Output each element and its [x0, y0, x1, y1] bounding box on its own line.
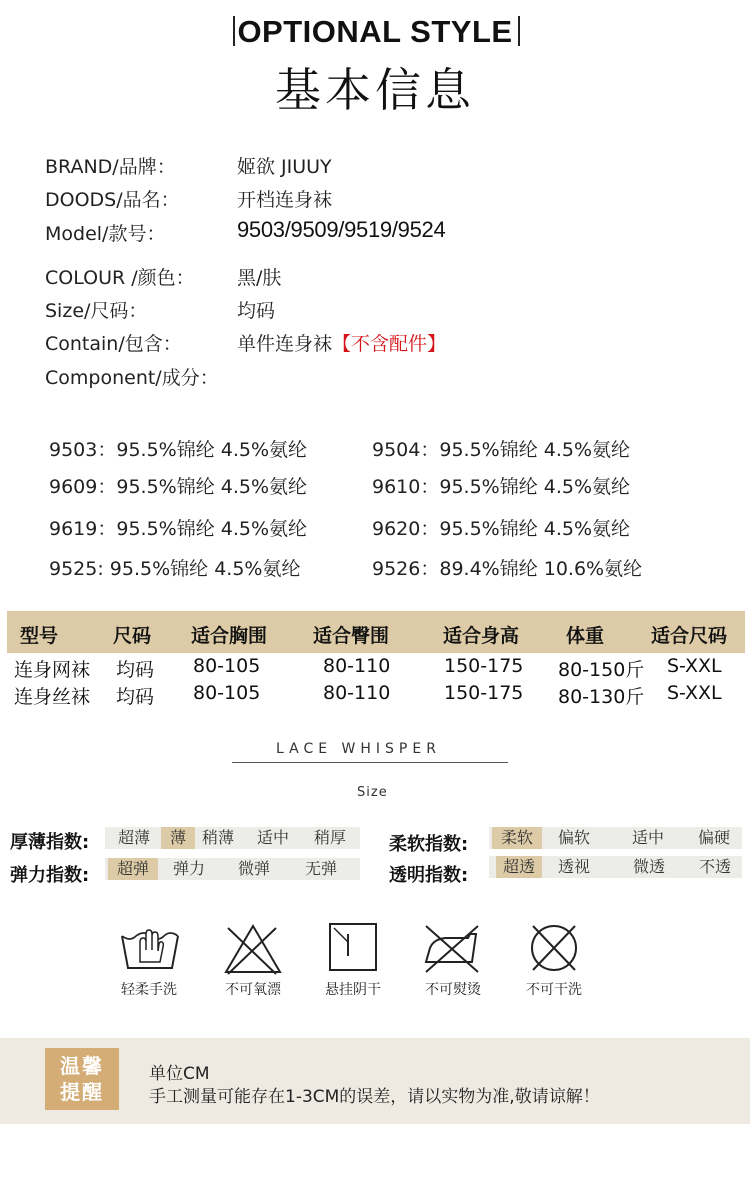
care-label: 不可熨烫 — [425, 982, 481, 998]
info-label: Contain/包含： — [45, 333, 182, 355]
measurement-note: 手工测量可能存在1-3CM的误差，请以实物为准,敬请谅解！ — [149, 1087, 600, 1107]
lace-divider — [232, 762, 508, 763]
transparency-option: 微透 — [632, 857, 665, 876]
info-value: 均码 — [237, 300, 276, 322]
info-label: Model/款号： — [45, 223, 166, 245]
composition-item: 9526：89.4%锦纶 10.6%氨纶 — [372, 558, 643, 580]
care-label: 轻柔手洗 — [121, 982, 177, 998]
reminder-badge-line: 提醒 — [60, 1080, 104, 1104]
size-table-header-cell: 尺码 — [113, 625, 152, 647]
elasticity-index-label: 弹力指数: — [10, 865, 90, 886]
composition-item: 9610：95.5%锦纶 4.5%氨纶 — [372, 476, 631, 498]
thickness-option: 适中 — [256, 828, 289, 847]
info-value: 姬欲 JIUUY — [237, 156, 332, 178]
info-value-warning: 【不含配件】 — [332, 333, 447, 355]
elasticity-option-selected: 超弹 — [108, 858, 158, 880]
size-table-header-cell: 体重 — [566, 625, 605, 647]
size-table-header-cell: 适合胸围 — [191, 625, 268, 647]
care-label: 不可氧漂 — [225, 982, 281, 998]
composition-item: 9503：95.5%锦纶 4.5%氨纶 — [49, 439, 308, 461]
care-label: 不可干洗 — [526, 982, 582, 998]
info-label: COLOUR /颜色： — [45, 267, 195, 289]
table-cell: 150-175 — [444, 655, 524, 677]
composition-item: 9504：95.5%锦纶 4.5%氨纶 — [372, 439, 631, 461]
table-cell: 80-150斤 — [558, 659, 645, 681]
table-cell: 80-110 — [323, 655, 391, 677]
reminder-badge-line: 温馨 — [60, 1054, 104, 1078]
size-table-header-cell: 型号 — [20, 625, 59, 647]
info-value: 9503/9509/9519/9524 — [237, 217, 446, 242]
table-cell: 80-130斤 — [558, 686, 645, 708]
size-table-header-cell: 适合尺码 — [651, 625, 728, 647]
title-en: OPTIONAL STYLE — [237, 14, 513, 49]
unit-note: 单位CM — [149, 1064, 210, 1084]
elasticity-option: 微弹 — [237, 859, 270, 878]
table-cell: 80-105 — [193, 655, 261, 677]
table-cell: S-XXL — [667, 682, 722, 704]
info-label: BRAND/品牌： — [45, 156, 176, 178]
table-cell: 均码 — [116, 659, 155, 681]
info-label: Size/尺码： — [45, 300, 148, 322]
table-cell: 80-110 — [323, 682, 391, 704]
info-value: 开档连身袜 — [237, 189, 333, 211]
transparency-index-label: 透明指数: — [389, 865, 469, 886]
thickness-option-selected: 薄 — [161, 827, 195, 849]
table-cell: 均码 — [116, 686, 155, 708]
size-table-header-cell: 适合臀围 — [313, 625, 390, 647]
thickness-option: 稍薄 — [201, 828, 234, 847]
no-iron-icon — [418, 920, 488, 976]
thickness-option: 稍厚 — [313, 828, 346, 847]
softness-option: 偏软 — [557, 828, 590, 847]
info-value: 黑/肤 — [237, 267, 282, 289]
info-value: 单件连身袜 — [237, 333, 333, 355]
elasticity-option: 无弹 — [304, 859, 337, 878]
table-cell: 连身网袜 — [14, 659, 91, 681]
care-label: 悬挂阴干 — [325, 982, 381, 998]
info-label: DOODS/品名： — [45, 189, 180, 211]
reminder-badge — [45, 1048, 119, 1110]
composition-item: 9620：95.5%锦纶 4.5%氨纶 — [372, 518, 631, 540]
softness-option-selected: 柔软 — [492, 827, 542, 849]
size-caption: Size — [357, 785, 388, 800]
transparency-option: 不透 — [698, 857, 731, 876]
elasticity-option: 弹力 — [172, 859, 205, 878]
table-cell: 80-105 — [193, 682, 261, 704]
softness-index-label: 柔软指数: — [389, 834, 469, 855]
composition-item: 9525: 95.5%锦纶 4.5%氨纶 — [49, 558, 301, 580]
composition-item: 9619：95.5%锦纶 4.5%氨纶 — [49, 518, 308, 540]
table-cell: 连身丝袜 — [14, 686, 91, 708]
table-cell: 150-175 — [444, 682, 524, 704]
softness-option: 适中 — [631, 828, 664, 847]
info-value-group — [237, 329, 446, 356]
softness-option: 偏硬 — [697, 828, 730, 847]
title-cn: 基本信息 — [275, 63, 475, 117]
no-bleach-icon — [218, 920, 288, 976]
composition-item: 9609：95.5%锦纶 4.5%氨纶 — [49, 476, 308, 498]
hand-wash-icon — [116, 920, 186, 976]
size-table-header-cell: 适合身高 — [443, 625, 520, 647]
info-label: Component/成分： — [45, 367, 219, 389]
hang-dry-icon — [318, 920, 388, 976]
table-cell: S-XXL — [667, 655, 722, 677]
transparency-option: 透视 — [557, 857, 590, 876]
lace-title: LACE WHISPER — [276, 741, 441, 757]
thickness-option: 超薄 — [117, 828, 150, 847]
thickness-index-label: 厚薄指数: — [10, 832, 90, 853]
transparency-option-selected: 超透 — [496, 856, 542, 878]
no-dry-clean-icon — [519, 920, 589, 976]
